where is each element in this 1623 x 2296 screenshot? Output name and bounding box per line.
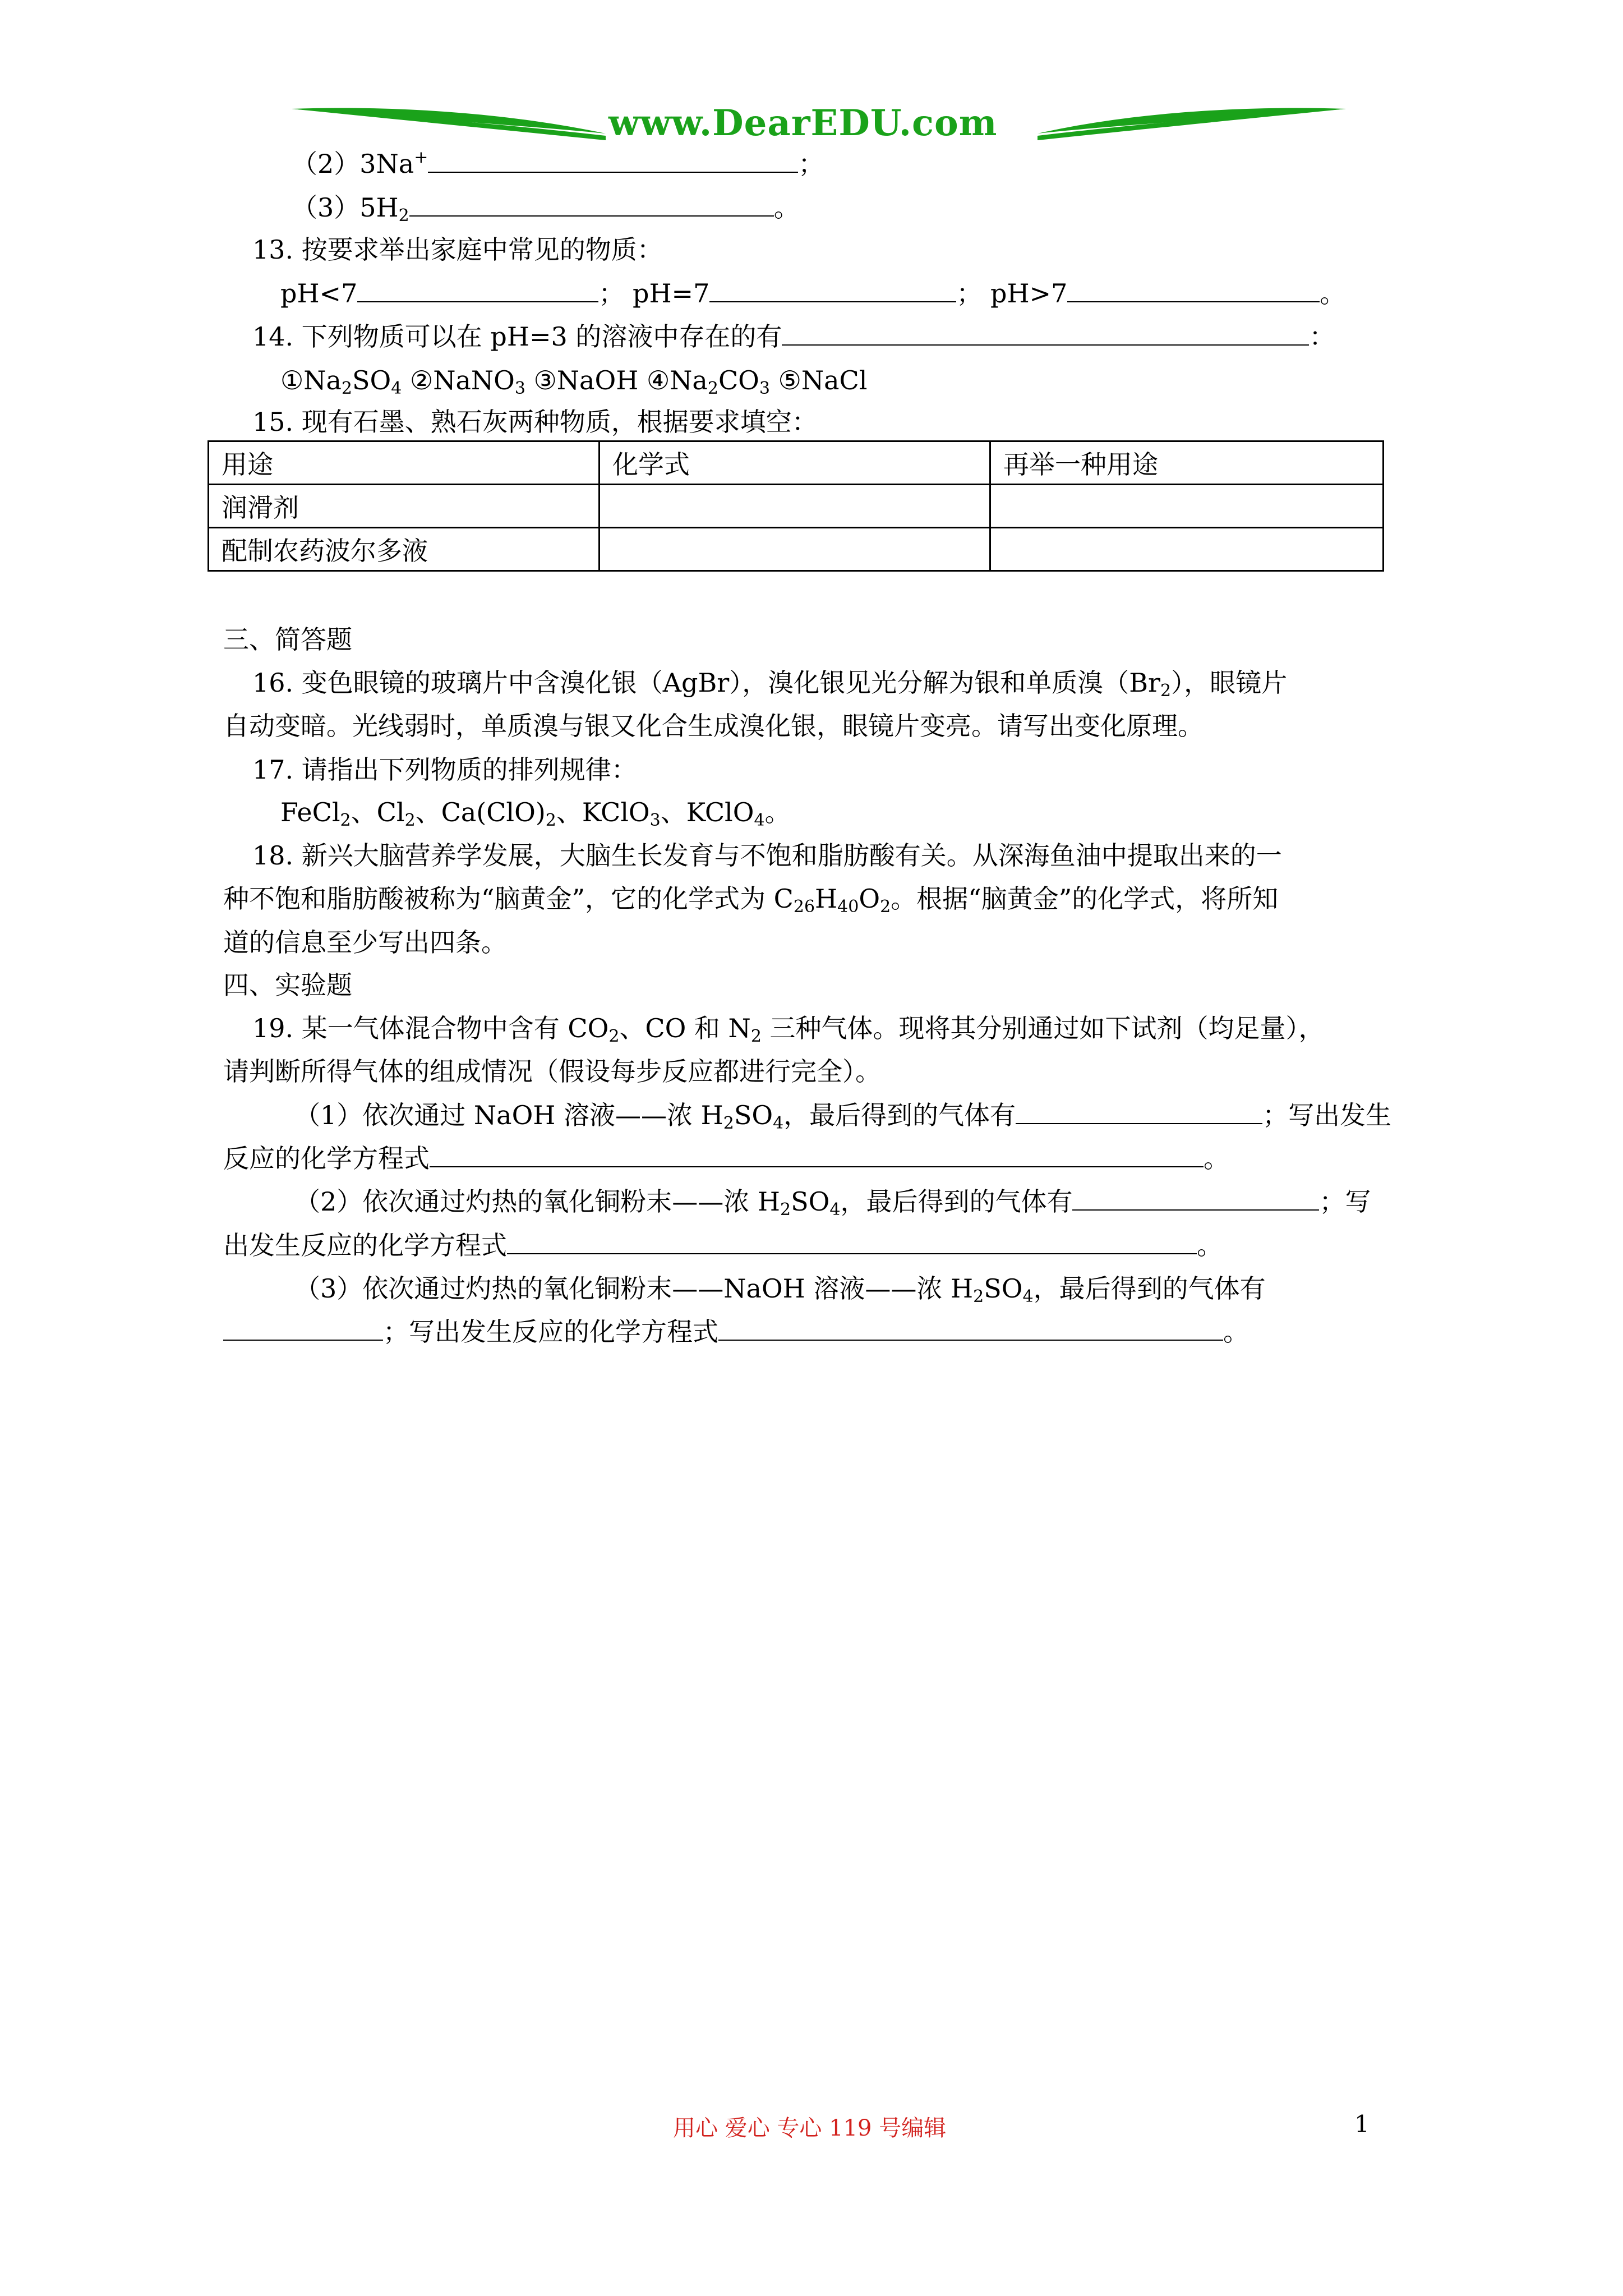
q19-part1-equation: 反应的化学方程式 。: [223, 1142, 1229, 1175]
q19-part3: （3）依次通过灼热的氧化铜粉末——NaOH 溶液——浓 $H_2SO_4$，最后得到的气体有: [294, 1273, 1266, 1306]
table-header-cell: 用途: [209, 441, 600, 485]
q18-line3: 道的信息至少写出四条。: [223, 927, 507, 958]
q13-answers: pH<7 ； pH=7 ； pH>7 。: [280, 277, 1345, 310]
q14-options: $①Na_2SO_4$ ②NaNO$_3$ ③NaOH $④Na_2CO_3$ ⑤NaCl: [280, 365, 868, 398]
table-cell-blank: [990, 485, 1384, 528]
q18-line2: 种不饱和脂肪酸被称为“脑黄金”，它的化学式为 $C_{26}H_{40}O_2$。根据“脑黄金”的化学式，将所知: [223, 884, 1279, 917]
table-header-cell: 化学式: [600, 441, 990, 485]
site-header: [292, 101, 1346, 151]
q15-table: [208, 440, 1384, 572]
q17-formulas: FeCl$_2$、$Cl_2$、$Ca(ClO)_2$、KClO$_3$、KClO$_4$。: [280, 797, 791, 830]
section-heading-3: 三、简答题: [223, 624, 352, 655]
q19-part2-equation: 出发生反应的化学方程式 。: [223, 1228, 1223, 1262]
q12-item3: $(3)5H_2$ 。: [292, 191, 800, 224]
site-logo-text: www.DearEDU.com: [608, 102, 998, 144]
q14-stem: 14. 下列物质可以在 pH=3 的溶液中存在的有 ：: [252, 320, 1335, 353]
table-row: [209, 528, 1384, 571]
table-header-cell: 再举一种用途: [990, 441, 1384, 485]
q16-line1: 16. 变色眼镜的玻璃片中含溴化银（AgBr），溴化银见光分解为银和单质溴$(Br_2)$，眼镜片: [252, 668, 1288, 701]
q18-line1: 18. 新兴大脑营养学发展，大脑生长发育与不饱和脂肪酸有关。从深海鱼油中提取出来的一: [252, 840, 1282, 871]
table-cell: 润滑剂: [209, 485, 600, 528]
section-heading-4: 四、实验题: [223, 970, 352, 1000]
q15-stem: 15. 现有石墨、熟石灰两种物质，根据要求填空：: [252, 407, 818, 437]
q17-stem: 17. 请指出下列物质的排列规律：: [252, 754, 637, 785]
table-cell-blank: [600, 528, 990, 571]
table-cell: 配制农药波尔多液: [209, 528, 600, 571]
q16-line2: 自动变暗。光线弱时，单质溴与银又化合生成溴化银，眼镜片变亮。请写出变化原理。: [223, 711, 1204, 741]
page-number: 1: [1354, 2110, 1370, 2138]
q19-line2: 请判断所得气体的组成情况（假设每步反应都进行完全）。: [223, 1056, 881, 1087]
q19-part2: （2）依次通过灼热的氧化铜粉末——浓 $H_2SO_4$，最后得到的气体有 ；写: [294, 1185, 1371, 1218]
table-header-row: [209, 441, 1384, 485]
q13-stem: 13. 按要求举出家庭中常见的物质：: [252, 234, 663, 265]
q19-part1: （1）依次通过 NaOH 溶液——浓 $H_2SO_4$，最后得到的气体有 ；写出发生: [294, 1098, 1391, 1132]
q19-part3-equation: ；写出发生反应的化学方程式 。: [223, 1315, 1249, 1349]
table-row: [209, 485, 1384, 528]
q12-item2: （2）3Na+ ；: [292, 148, 824, 179]
table-cell-blank: [990, 528, 1384, 571]
table-cell-blank: [600, 485, 990, 528]
q19-line1: 19. 某一气体混合物中含有 $CO_2$、CO 和 $N_2$ 三种气体。现将其分别通过如下试剂（均足量），: [252, 1013, 1325, 1046]
page-footer: 用心 爱心 专心 119 号编辑: [673, 2115, 947, 2141]
